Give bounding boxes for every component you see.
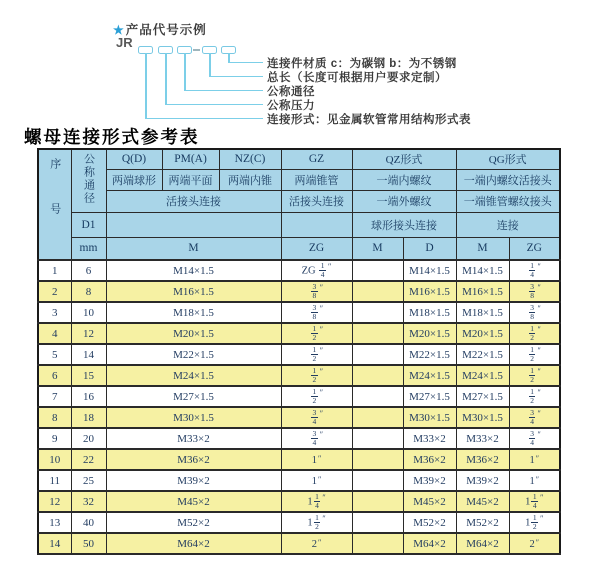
cell-qz-m (352, 323, 403, 344)
header-group-pm: PM(A) (162, 149, 219, 169)
cell-seq: 14 (38, 533, 71, 554)
cell-dn: 50 (71, 533, 106, 554)
cell-qg-zg: $\frac{1}{2}$ ″ (509, 386, 560, 407)
cell-qz-d: M14×1.5 (403, 260, 456, 281)
cell-dn: 10 (71, 302, 106, 323)
header-qg-conn2: 一端锥管螺纹接头 (456, 190, 560, 212)
cell-qz-m (352, 302, 403, 323)
header-gz-blank (281, 212, 352, 237)
table-header (38, 149, 560, 260)
header-gz-connection: 活接头连接 (281, 190, 352, 212)
cell-qz-m (352, 365, 403, 386)
connector-line-v2 (165, 53, 167, 105)
cell-qz-d: M64×2 (403, 533, 456, 554)
cell-qg-m: M52×2 (456, 512, 509, 533)
cell-zg: 1 $\frac{1}{2}$ ″ (281, 512, 352, 533)
cell-m: M64×2 (106, 533, 281, 554)
cell-qz-m (352, 281, 403, 302)
table-row (38, 281, 560, 302)
star-icon: ★ (113, 23, 125, 37)
cell-zg: $\frac{1}{2}$ ″ (281, 344, 352, 365)
header-group-qz: QZ形式 (352, 149, 456, 169)
cell-qg-m: M14×1.5 (456, 260, 509, 281)
header-pm-type: 两端平面 (162, 169, 219, 190)
cell-dn: 32 (71, 491, 106, 512)
cell-qz-m (352, 344, 403, 365)
table-title: 螺母连接形式参考表 (24, 128, 200, 148)
connector-line-h1 (145, 118, 263, 120)
cell-m: M18×1.5 (106, 302, 281, 323)
connector-line-h5 (228, 62, 263, 64)
cell-zg: $\frac{3}{4}$ ″ (281, 428, 352, 449)
header-qg-conn3: 连接 (456, 212, 560, 237)
connector-line-h4 (209, 76, 263, 78)
connector-line-v4 (209, 53, 211, 77)
cell-seq: 2 (38, 281, 71, 302)
cell-qg-zg: $\frac{1}{4}$ ″ (509, 260, 560, 281)
cell-seq: 7 (38, 386, 71, 407)
header-d1: D1 (71, 212, 106, 237)
table-row (38, 302, 560, 323)
cell-dn: 22 (71, 449, 106, 470)
cell-zg: $\frac{1}{2}$ ″ (281, 323, 352, 344)
cell-qg-m: M20×1.5 (456, 323, 509, 344)
cell-qg-zg: $\frac{1}{2}$ ″ (509, 365, 560, 386)
cell-m: M36×2 (106, 449, 281, 470)
cell-m: M14×1.5 (106, 260, 281, 281)
cell-zg: $\frac{3}{8}$ ″ (281, 281, 352, 302)
cell-zg: 2″ (281, 533, 352, 554)
cell-zg: $\frac{1}{2}$ ″ (281, 365, 352, 386)
cell-qg-zg: $\frac{3}{4}$ ″ (509, 407, 560, 428)
header-unit-zg: ZG (281, 237, 352, 260)
label-total-length: 总长（长度可根据用户要求定制） (267, 72, 447, 84)
cell-zg: $\frac{3}{4}$ ″ (281, 407, 352, 428)
cell-m: M39×2 (106, 470, 281, 491)
header-seq: 序号 (38, 149, 71, 260)
table-row (38, 344, 560, 365)
table-row (38, 365, 560, 386)
header-qd-type: 两端球形 (106, 169, 162, 190)
cell-seq: 3 (38, 302, 71, 323)
cell-qz-m (352, 512, 403, 533)
header-dn: 公称通径 (71, 149, 106, 212)
cell-qg-zg: 1″ (509, 470, 560, 491)
table-row (38, 260, 560, 281)
cell-qz-d: M30×1.5 (403, 407, 456, 428)
cell-m: M22×1.5 (106, 344, 281, 365)
cell-qg-zg: $\frac{1}{2}$ ″ (509, 344, 560, 365)
cell-qz-d: M24×1.5 (403, 365, 456, 386)
connector-line-h2 (165, 104, 263, 106)
cell-dn: 6 (71, 260, 106, 281)
cell-qg-m: M30×1.5 (456, 407, 509, 428)
cell-seq: 4 (38, 323, 71, 344)
cell-dn: 8 (71, 281, 106, 302)
cell-qz-d: M18×1.5 (403, 302, 456, 323)
cell-m: M16×1.5 (106, 281, 281, 302)
nut-connection-table (37, 148, 561, 555)
header-gz-type: 两端锥管 (281, 169, 352, 190)
cell-qz-d: M27×1.5 (403, 386, 456, 407)
cell-m: M45×2 (106, 491, 281, 512)
cell-qz-d: M45×2 (403, 491, 456, 512)
table-row (38, 386, 560, 407)
header-unit-m: M (106, 237, 281, 260)
cell-zg: 1″ (281, 470, 352, 491)
connector-line-v3 (184, 53, 186, 91)
header-d1-blank (106, 212, 281, 237)
cell-qz-m (352, 260, 403, 281)
header-qg-type: 一端内螺纹活接头 (456, 169, 560, 190)
cell-dn: 12 (71, 323, 106, 344)
label-nominal-pressure: 公称压力 (267, 100, 315, 112)
cell-qg-m: M16×1.5 (456, 281, 509, 302)
cell-dn: 18 (71, 407, 106, 428)
table-row (38, 407, 560, 428)
header-nz-type: 两端内锥 (219, 169, 281, 190)
cell-qz-m (352, 449, 403, 470)
header-group-qg: QG形式 (456, 149, 560, 169)
header-unit-qg-m: M (456, 237, 509, 260)
cell-seq: 12 (38, 491, 71, 512)
cell-zg: ZG $\frac{1}{4}$ ″ (281, 260, 352, 281)
cell-qg-m: M36×2 (456, 449, 509, 470)
cell-qg-zg: $\frac{3}{4}$ ″ (509, 428, 560, 449)
cell-seq: 9 (38, 428, 71, 449)
cell-qz-d: M36×2 (403, 449, 456, 470)
cell-qz-d: M39×2 (403, 470, 456, 491)
cell-zg: $\frac{1}{2}$ ″ (281, 386, 352, 407)
table-row (38, 323, 560, 344)
table-row (38, 533, 560, 554)
header-unit-qz-m: M (352, 237, 403, 260)
table-body (38, 260, 560, 554)
cell-qg-m: M27×1.5 (456, 386, 509, 407)
label-connection-type: 连接形式：见金属软管常用结构形式表 (267, 114, 471, 126)
cell-zg: $\frac{3}{8}$ ″ (281, 302, 352, 323)
cell-qg-m: M64×2 (456, 533, 509, 554)
code-prefix-jr: JR (116, 35, 133, 50)
cell-qg-m: M33×2 (456, 428, 509, 449)
cell-qz-d: M33×2 (403, 428, 456, 449)
code-dash (193, 49, 200, 51)
label-nominal-diameter: 公称通径 (267, 86, 315, 98)
header-group-nz: NZ(C) (219, 149, 281, 169)
connector-line-h3 (184, 90, 263, 92)
header-qz-conn3: 球形接头连接 (352, 212, 456, 237)
cell-qg-zg: 1″ (509, 449, 560, 470)
cell-dn: 15 (71, 365, 106, 386)
cell-dn: 25 (71, 470, 106, 491)
cell-m: M20×1.5 (106, 323, 281, 344)
cell-m: M52×2 (106, 512, 281, 533)
cell-dn: 40 (71, 512, 106, 533)
header-qz-type: 一端内螺纹 (352, 169, 456, 190)
cell-dn: 20 (71, 428, 106, 449)
table-row (38, 491, 560, 512)
cell-qz-m (352, 491, 403, 512)
header-group-qd: Q(D) (106, 149, 162, 169)
cell-m: M27×1.5 (106, 386, 281, 407)
cell-qz-d: M22×1.5 (403, 344, 456, 365)
label-material: 连接件材质 c：为碳钢 b：为不锈钢 (267, 58, 457, 70)
cell-m: M33×2 (106, 428, 281, 449)
cell-qz-m (352, 407, 403, 428)
cell-qg-zg: $\frac{3}{8}$ ″ (509, 281, 560, 302)
table-row (38, 470, 560, 491)
cell-seq: 1 (38, 260, 71, 281)
cell-qz-m (352, 428, 403, 449)
cell-seq: 6 (38, 365, 71, 386)
cell-dn: 16 (71, 386, 106, 407)
table-row (38, 512, 560, 533)
cell-seq: 8 (38, 407, 71, 428)
cell-qz-m (352, 533, 403, 554)
cell-qz-m (352, 386, 403, 407)
cell-zg: 1″ (281, 449, 352, 470)
table-row (38, 449, 560, 470)
cell-qg-zg: 2″ (509, 533, 560, 554)
connector-line-v1 (145, 53, 147, 119)
cell-zg: 1 $\frac{1}{4}$ ″ (281, 491, 352, 512)
cell-qz-d: M20×1.5 (403, 323, 456, 344)
header-qz-conn2: 一端外螺纹 (352, 190, 456, 212)
header-unit-qz-d: D (403, 237, 456, 260)
cell-seq: 11 (38, 470, 71, 491)
cell-m: M24×1.5 (106, 365, 281, 386)
header-unit-qg-zg: ZG (509, 237, 560, 260)
cell-seq: 10 (38, 449, 71, 470)
cell-qg-zg: 1 $\frac{1}{2}$ ″ (509, 512, 560, 533)
cell-dn: 14 (71, 344, 106, 365)
cell-qg-m: M45×2 (456, 491, 509, 512)
cell-qz-d: M16×1.5 (403, 281, 456, 302)
product-code-heading-text: 产品代号示例 (125, 23, 207, 37)
cell-qg-zg: $\frac{3}{8}$ ″ (509, 302, 560, 323)
cell-qg-m: M22×1.5 (456, 344, 509, 365)
cell-seq: 13 (38, 512, 71, 533)
cell-qg-m: M39×2 (456, 470, 509, 491)
header-group-gz: GZ (281, 149, 352, 169)
cell-qg-zg: $\frac{1}{2}$ ″ (509, 323, 560, 344)
cell-qz-d: M52×2 (403, 512, 456, 533)
header-mm: mm (71, 237, 106, 260)
header-union-connection: 活接头连接 (106, 190, 281, 212)
cell-qz-m (352, 470, 403, 491)
cell-qg-m: M18×1.5 (456, 302, 509, 323)
cell-qg-zg: 1 $\frac{1}{4}$ ″ (509, 491, 560, 512)
cell-seq: 5 (38, 344, 71, 365)
cell-qg-m: M24×1.5 (456, 365, 509, 386)
cell-m: M30×1.5 (106, 407, 281, 428)
table-row (38, 428, 560, 449)
